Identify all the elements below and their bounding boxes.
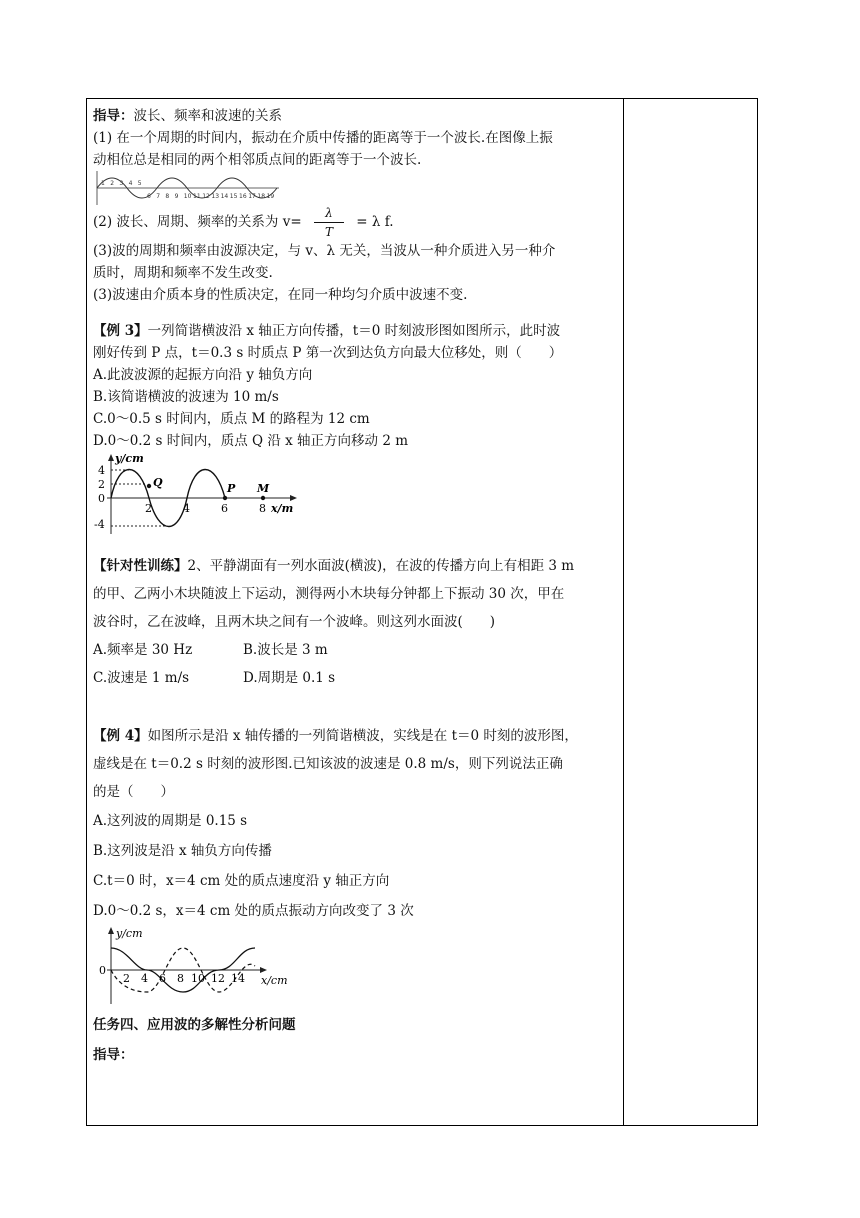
example4-wave-figure	[93, 926, 303, 1006]
training2-options-ab	[93, 636, 617, 664]
example3-option-d: D.0～0.2 s 时间内，质点 Q 沿 x 轴正方向移动 2 m	[93, 433, 409, 449]
ex4-xlabel: x/cm	[261, 974, 288, 987]
guide-p2: (2) 波长、周期、频率的关系为 $v= \frac{\lambda}{T} = \lambda$ f.	[93, 206, 394, 239]
ex4-xtick-14: 14	[231, 972, 245, 985]
ruler-tick-label: 3	[119, 180, 124, 187]
training2-l1: 【针对性训练】2、平静湖面有一列水面波(横波)，在波的传播方向上有相距 3 m	[93, 558, 575, 574]
ruler-tick-label: 5	[137, 180, 142, 187]
training2-option-c: C.波速是 1 m/s	[93, 670, 190, 686]
ex4-ylabel: y/cm	[116, 927, 143, 940]
example4-option-b: B.这列波是沿 x 轴负方向传播	[93, 843, 272, 859]
ex4-xtick-8: 8	[177, 972, 184, 985]
ex4-xtick-10: 10	[191, 972, 205, 985]
example4-stem-l3: 的是（ ）	[93, 784, 174, 800]
guide-p1-l1: (1) 在一个周期的时间内，振动在介质中传播的距离等于一个波长.在图像上振	[93, 130, 553, 146]
example4-option-d: D.0～0.2 s，x＝4 cm 处的质点振动方向改变了 3 次	[93, 903, 414, 919]
guide-heading: 指导：波长、频率和波速的关系	[93, 108, 282, 124]
ex4-origin: 0	[99, 964, 106, 977]
ex4-xtick-12: 12	[211, 972, 225, 985]
ruler-tick-label: 12	[202, 193, 210, 200]
ruler-tick-label: 4	[128, 180, 133, 187]
main-cell	[93, 105, 617, 1070]
ruler-tick-label: 11	[193, 193, 201, 200]
lambda-over-T-fraction: $\frac{\lambda}{T}$	[314, 205, 344, 240]
ex3-point-m: M	[257, 482, 270, 495]
ruler-tick-label: 14	[220, 193, 229, 200]
ex3-xtick-6: 6	[221, 502, 228, 515]
guide-p3-l2: 质时，周期和频率不发生改变.	[93, 265, 273, 281]
training2-option-a: A.频率是 30 Hz	[93, 642, 193, 658]
example3-option-a: A.此波波源的起振方向沿 y 轴负方向	[93, 367, 313, 383]
ruler-tick-label: 17	[248, 193, 256, 200]
ruler-tick-label: 19	[266, 193, 275, 200]
ruler-tick-label: 10	[183, 193, 192, 200]
task4-title: 任务四、应用波的多解性分析问题	[93, 1017, 296, 1033]
task4-guide: 指导：	[93, 1047, 134, 1063]
ex3-ytick-4: 4	[98, 464, 105, 477]
column-divider	[623, 99, 624, 1125]
ruler-tick-label: 15	[229, 193, 238, 200]
ex3-xtick-4: 4	[183, 502, 190, 515]
lesson-table	[86, 98, 758, 1126]
ruler-tick-label: 1	[101, 180, 105, 187]
ex3-point-p: P	[227, 482, 236, 495]
example3-option-c: C.0～0.5 s 时间内，质点 M 的路程为 12 cm	[93, 411, 370, 427]
ruler-tick-label: 8	[165, 193, 170, 200]
example3-option-b: B.该简谐横波的波速为 10 m/s	[93, 389, 279, 405]
ex3-xtick-8: 8	[259, 502, 266, 515]
ex3-ytick-0: 0	[98, 492, 105, 505]
ex4-xtick-6: 6	[159, 972, 166, 985]
ruler-tick-label: 13	[211, 193, 220, 200]
training2-l2: 的甲、乙两小木块随波上下运动，测得两小木块每分钟都上下振动 30 次，甲在	[93, 586, 565, 602]
ruler-tick-label: 2	[110, 180, 115, 187]
guide-p4: (3)波速由介质本身的性质决定，在同一种均匀介质中波速不变.	[93, 287, 468, 303]
ex4-xtick-4: 4	[141, 972, 148, 985]
training2-option-b: B.波长是 3 m	[243, 642, 328, 658]
ex3-xtick-2: 2	[145, 502, 152, 515]
ex3-point-q: Q	[153, 476, 163, 489]
ex3-ylabel: y/cm	[115, 452, 144, 465]
example3-wave-figure	[93, 452, 313, 538]
ex3-ytick-neg4: -4	[94, 518, 105, 531]
example4-stem-l2: 虚线是在 t＝0.2 s 时刻的波形图.已知该波的波速是 0.8 m/s，则下列说法正确	[93, 756, 563, 772]
example3-stem-l2: 刚好传到 P 点，t＝0.3 s 时质点 P 第一次到达负方向最大位移处，则（ ）	[93, 345, 563, 361]
ex3-ytick-2: 2	[98, 478, 105, 491]
wave-ruler-figure	[93, 171, 283, 205]
ex4-xtick-2: 2	[123, 972, 130, 985]
training2-options-cd	[93, 664, 617, 692]
guide-p1-l2: 动相位总是相同的两个相邻质点间的距离等于一个波长.	[93, 152, 422, 168]
ruler-tick-label: 6	[147, 193, 151, 200]
example4-option-a: A.这列波的周期是 0.15 s	[93, 813, 248, 829]
example4-stem-l1: 【例 4】如图所示是沿 x 轴传播的一列简谐横波，实线是在 t＝0 时刻的波形图，	[93, 728, 578, 744]
ruler-tick-label: 7	[156, 193, 161, 200]
example4-option-c: C.t＝0 时，x＝4 cm 处的质点速度沿 y 轴正方向	[93, 873, 390, 889]
ex3-xlabel: x/m	[271, 502, 294, 515]
training2-option-d: D.周期是 0.1 s	[243, 670, 336, 686]
ruler-tick-label: 18	[257, 193, 266, 200]
ruler-tick-label: 9	[174, 193, 179, 200]
example3-stem-l1: 【例 3】一列简谐横波沿 x 轴正方向传播，t＝0 时刻波形图如图所示，此时波	[93, 323, 561, 339]
guide-p3-l1: (3)波的周期和频率由波源决定，与 v、λ 无关，当波从一种介质进入另一种介	[93, 243, 556, 259]
ruler-tick-label: 16	[239, 193, 247, 200]
training2-l3: 波谷时，乙在波峰，且两木块之间有一个波峰。则这列水面波( )	[93, 614, 496, 630]
